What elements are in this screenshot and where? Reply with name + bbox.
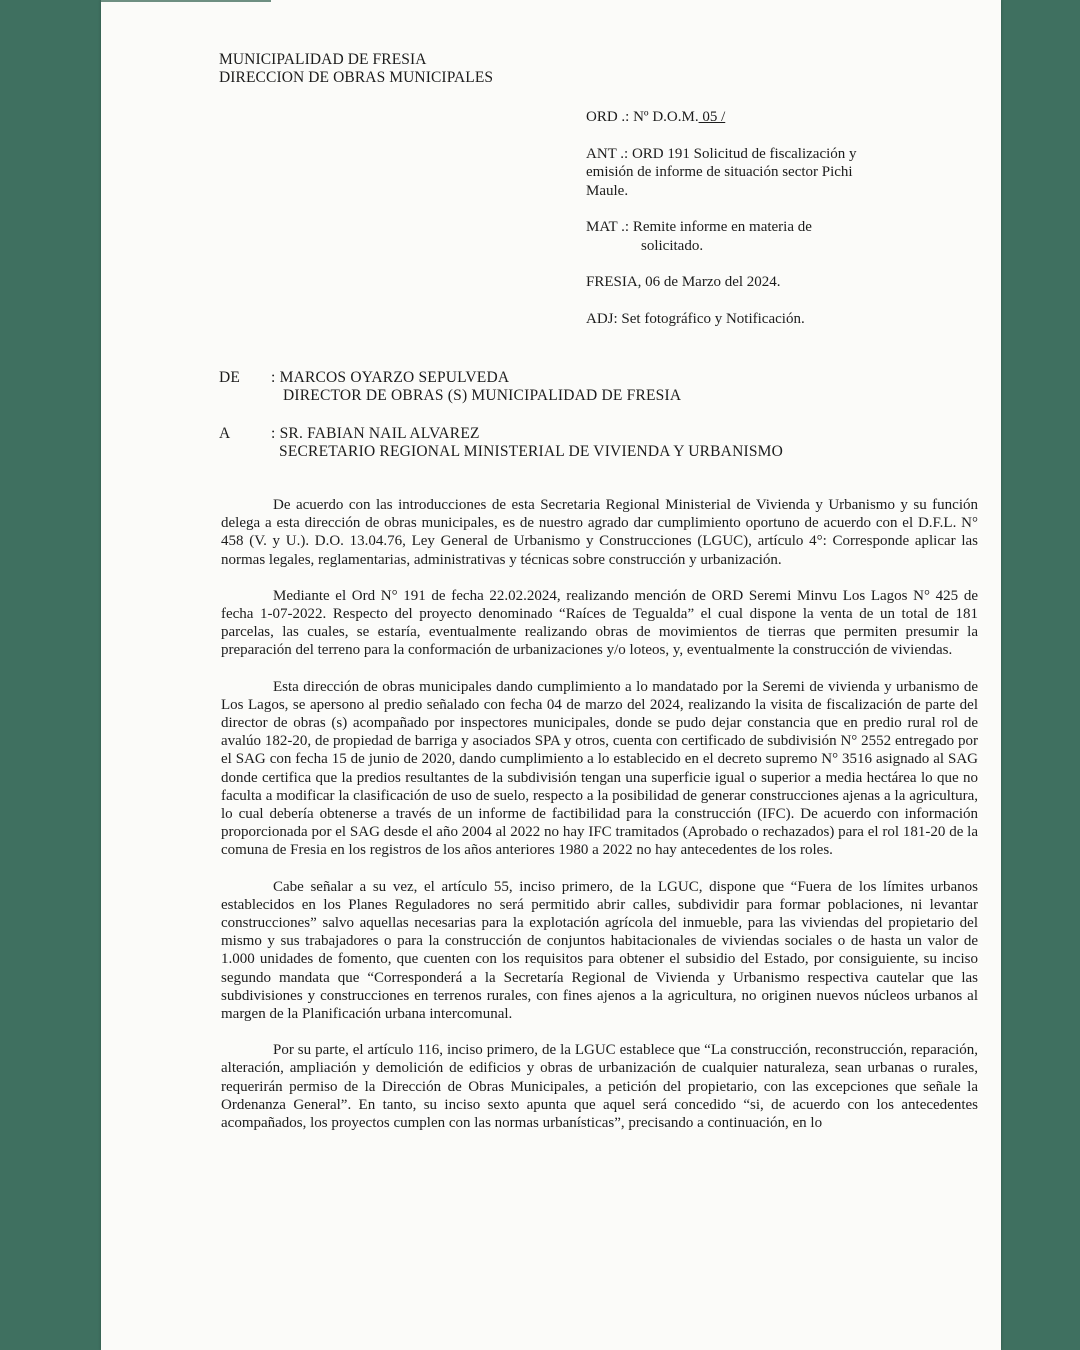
paragraph-4: Cabe señalar a su vez, el artículo 55, inciso primero, de la LGUC, dispone que “Fuera de los límites urbanos establecidos en los Planes Reguladores no será permitido abrir calles, subdividir para formar poblaciones, ni levantar construcciones” salvo aquellas necesarias para la explotación agrícola del inmueble, para las viviendas del propietario del mismo y sus trabajadores o para la construcción de conjuntos habitacionales de viviendas sociales o de hasta un valor de 1.000 unidades de fomento, que cuenten con los requisitos para obtener el subsidio del Estado, por consiguiente, su inciso segundo mandata que “Corresponderá a la Secretaría Regional de Vivienda y Urbanismo respectiva cautelar que las subdivisiones y construcciones en terrenos rurales, con fines ajenos a la agricultura, no originen nuevos núcleos urbanos al margen de la Planificación urbana intercomunal. [221, 878, 978, 1023]
mat-line-2: solicitado. [641, 237, 704, 254]
mat-reference [586, 218, 886, 255]
attachments: ADJ: Set fotográfico y Notificación. [586, 310, 805, 327]
recipient-label: A [219, 425, 231, 442]
sender-label: DE [219, 369, 241, 386]
sender-value [271, 369, 681, 405]
document-page [101, 0, 1001, 1350]
paragraph-3: Esta dirección de obras municipales dando cumplimiento a lo mandatado por la Seremi de vivienda y urbanismo de Los Lagos, se apersono al predio señalado con fecha 04 de marzo del 2024, realizando la visita de fiscalización de parte del director de obras (s) acompañado por inspectores municipales, donde se pudo dejar constancia que en predio rural rol de avalúo 182-20, de propiedad de barriga y asociados SPA y otros, cuenta con certificado de subdivisión N° 2552 entregado por el SAG con fecha 15 de junio de 2020, dando cumplimiento a lo establecido en el decreto supremo N° 3516 asignado al SAG donde certifica que la predios resultantes de la subdivisión tengan una superficie igual o superior a media hectárea lo que no faculta a modificar la clasificación de uso de suelo, respecto a la posibilidad de generar construcciones ajenas a la agricultura, lo cual debería obtenerse a través de un informe de factibilidad para la construcción (IFC). De acuerdo con información proporcionada por el SAG desde el año 2004 al 2022 no hay IFC tramitados (Aprobado o rechazados) para el rol 181-20 de la comuna de Fresia en los registros de los años anteriores 1980 a 2022 no hay antecedentes de los roles. [221, 678, 978, 859]
recipient-value [271, 425, 783, 461]
mat-line-1: MAT .: Remite informe en materia de [586, 219, 812, 235]
recipient-title: SECRETARIO REGIONAL MINISTERIAL DE VIVIENDA Y URBANISMO [279, 443, 784, 460]
reference-block [586, 108, 886, 346]
recipient-name: : SR. FABIAN NAIL ALVAREZ [271, 425, 480, 442]
letterhead-department: DIRECCION DE OBRAS MUNICIPALES [219, 69, 494, 86]
sender-name: : MARCOS OYARZO SEPULVEDA [271, 369, 510, 386]
paragraph-5: Por su parte, el artículo 116, inciso primero, de la LGUC establece que “La construcción, reconstrucción, reparación, alteración, ampliación y demolición de edificios y obras de urbanización de cualquier naturaleza, sean urbanas o rurales, requerirán permiso de la Dirección de Obras Municipales, a petición del propietario, con las excepciones que señale la Ordenanza General”. En tanto, su inciso sexto apunta que aquel será concedido “si, de acuerdo con los antecedentes acompañados, los proyectos cumplen con las normas urbanísticas”, precisando a continuación, en lo [221, 1042, 978, 1132]
letterhead [219, 51, 493, 87]
ord-number: 05 / [698, 109, 726, 125]
ord-reference [586, 108, 886, 127]
ant-reference: ANT .: ORD 191 Solicitud de fiscalización y emisión de informe de situación sector Pichi Maule. [586, 145, 857, 199]
ord-prefix: ORD .: Nº D.O.M. [586, 109, 699, 125]
paragraph-2: Mediante el Ord N° 191 de fecha 22.02.2024, realizando mención de ORD Seremi Minvu Los Lagos N° 425 de fecha 1-07-2022. Respecto del proyecto denominado “Raíces de Tegualda” el cual dispone la venta de un total de 181 parcelas, las cuales, se estaría, eventualmente realizando obras de movimientos de tierras que permiten presumir la preparación del terreno para la conformación de urbanizaciones y/o loteos, y, eventualmente la construcción de viviendas. [221, 587, 978, 659]
document-date: FRESIA, 06 de Marzo del 2024. [586, 274, 781, 290]
letter-body [221, 496, 978, 1150]
paragraph-1: De acuerdo con las introducciones de esta Secretaria Regional Ministerial de Vivienda y Urbanismo y su función delega a esta dirección de obras municipales, es de nuestro agrado dar cumplimiento oportuno de acuerdo con el D.F.L. N° 458 (V. y U.). D.O. 13.04.76, Ley General de Urbanismo y Construcciones (LGUC), artículo 4°: Corresponde aplicar las normas legales, reglamentarias, administrativas y técnicas sobre construcción y urbanización. [221, 497, 978, 568]
sender-title: DIRECTOR DE OBRAS (S) MUNICIPALIDAD DE FRESIA [283, 387, 682, 404]
scan-edge-line [101, 0, 271, 2]
letterhead-municipality: MUNICIPALIDAD DE FRESIA [219, 51, 427, 68]
